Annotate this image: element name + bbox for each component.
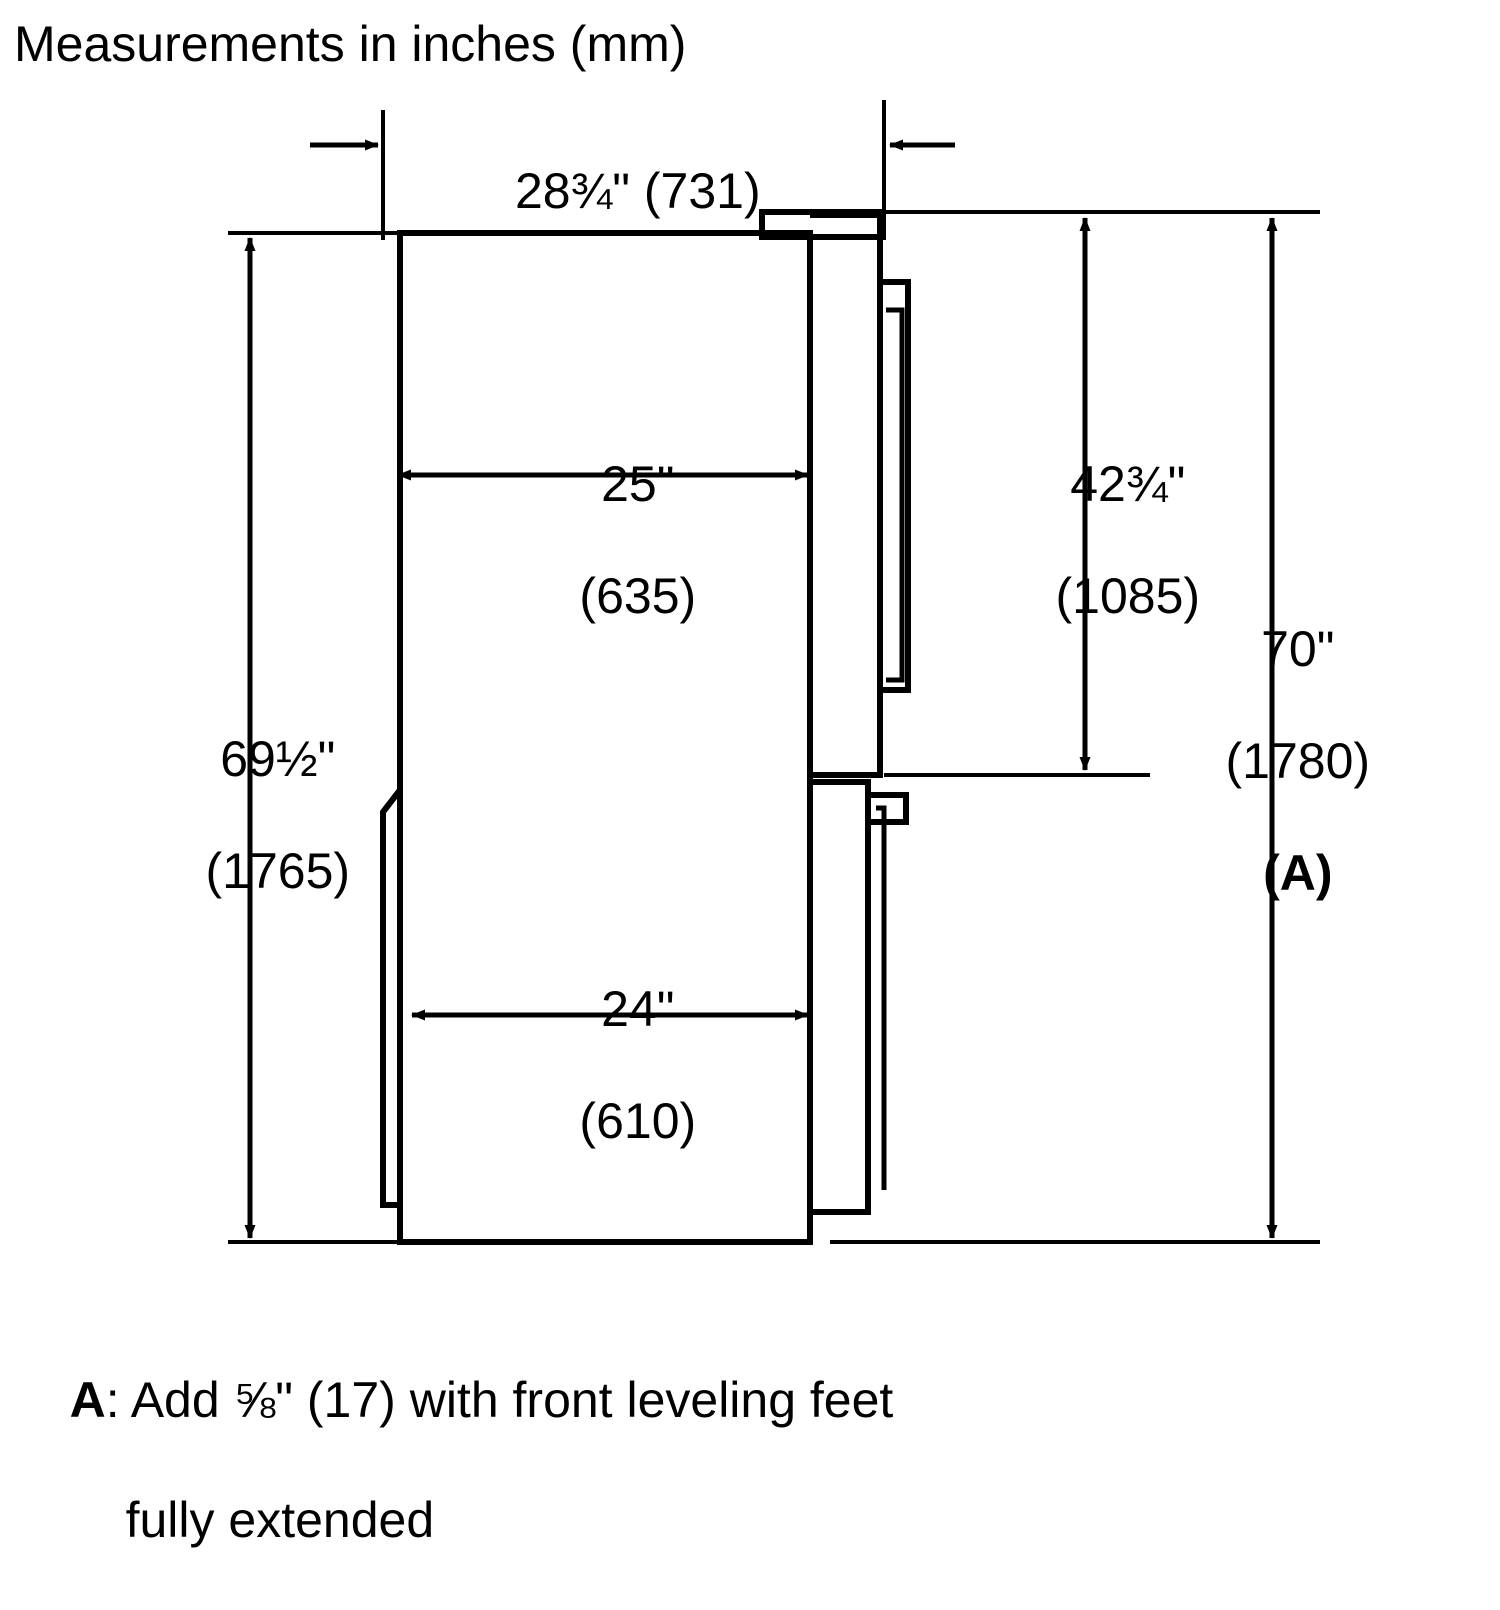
dimension-value-inches-69: 69½" <box>220 731 336 787</box>
dimension-label-cabinet-depth-upper <box>460 400 760 680</box>
dimension-value-inches-70: 70" <box>1261 621 1335 677</box>
footnote-line-2: fully extended <box>125 1492 435 1548</box>
dimension-value-mm-24: (610) <box>579 1093 697 1149</box>
dimension-label-overall-depth <box>400 107 820 275</box>
dimension-value-mm-70: (1780) <box>1225 733 1371 789</box>
dimension-value-inches-25: 25" <box>601 456 675 512</box>
dimension-value-mm-69: (1765) <box>205 843 351 899</box>
dimension-value-inches-24: 24" <box>601 981 675 1037</box>
dimension-label-cabinet-height <box>120 675 380 955</box>
dimension-footnote-70: (A) <box>1263 845 1333 901</box>
diagram-title: Measurements in inches (mm) <box>14 16 687 72</box>
dimension-value-inches-42: 42¾" <box>1070 456 1186 512</box>
dimension-label-cabinet-depth-lower <box>460 925 760 1205</box>
dimension-value-overall-depth: 28¾" (731) <box>514 163 761 219</box>
dimension-value-mm-25: (635) <box>579 568 697 624</box>
dimension-label-overall-height <box>1140 565 1400 957</box>
footnote-line-1: : Add ⅝" (17) with front leveling feet <box>105 1372 894 1428</box>
footnote-marker: A <box>69 1372 106 1428</box>
dimension-value-mm-42: (1085) <box>1055 568 1201 624</box>
footnote-note <box>14 1310 893 1610</box>
